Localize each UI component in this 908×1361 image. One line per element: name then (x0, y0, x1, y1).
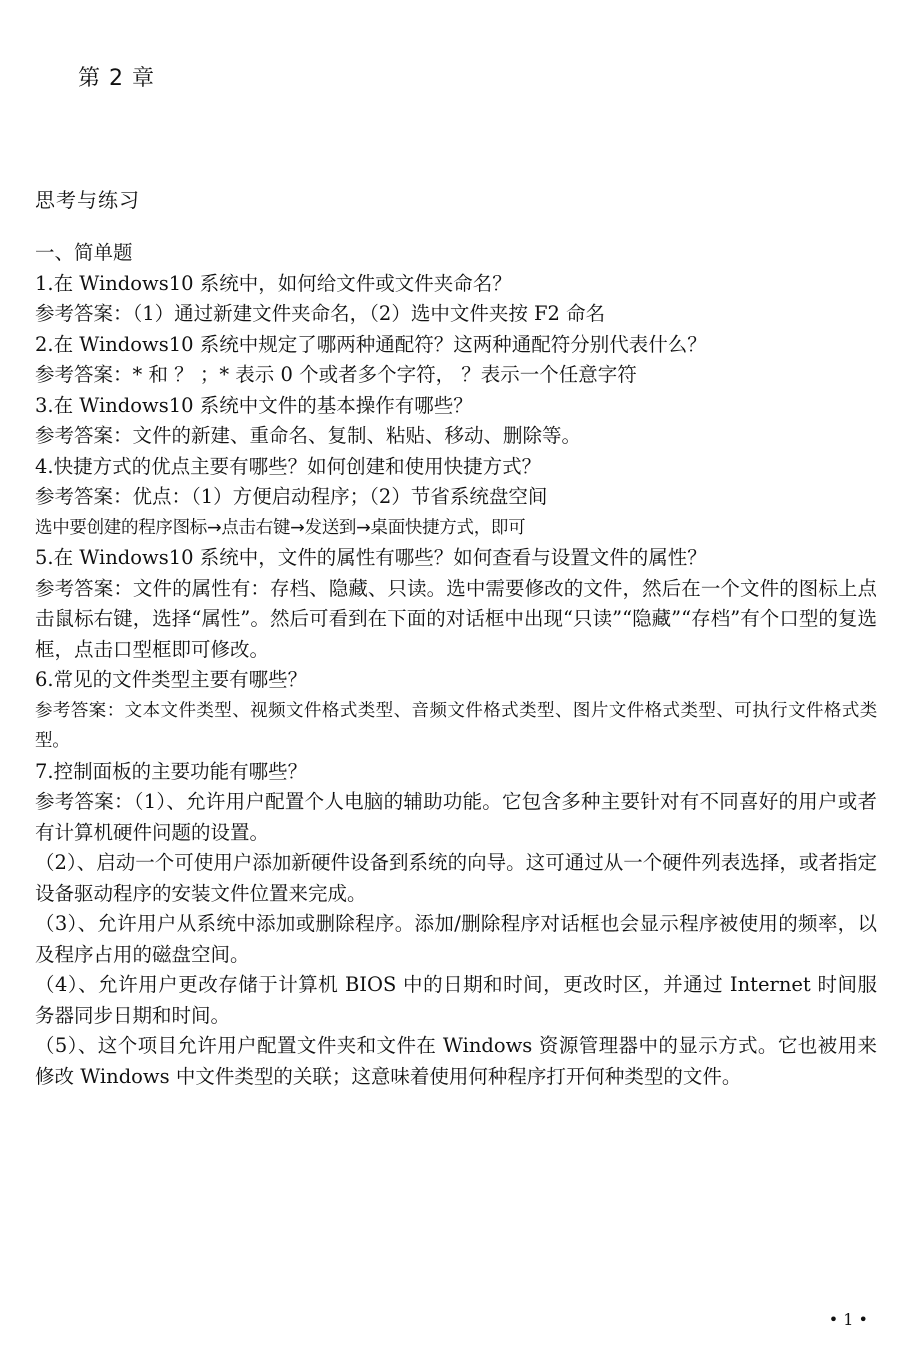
answer-5: 参考答案：文件的属性有：存档、隐藏、只读。选中需要修改的文件，然后在一个文件的图标上点击鼠标右键，选择“属性”。然后可看到在下面的对话框中出现“只读”“隐藏”“存档”有个口型的复选框，点击口型框即可修改。 (35, 576, 877, 661)
answer-7-item-2: （2）、启动一个可使用户添加新硬件设备到系统的向导。这可通过从一个硬件列表选择，或者指定设备驱动程序的安装文件位置来完成。 (35, 851, 877, 905)
answer-1: 参考答案：（1）通过新建文件夹命名，（2）选中文件夹按 F2 命名 (35, 302, 606, 325)
answer-7-item-4: （4）、允许用户更改存储于计算机 BIOS 中的日期和时间，更改时区，并通过 Internet 时间服务器同步日期和时间。 (35, 973, 877, 1027)
page-number: • 1 • (828, 1310, 868, 1329)
section-title: 思考与练习 (35, 188, 140, 212)
answer-2: 参考答案：* 和 ？ ；* 表示 0 个或者多个字符， ？表示一个任意字符 (35, 363, 637, 386)
question-1: 1.在 Windows10 系统中，如何给文件或文件夹命名？ (35, 271, 512, 295)
answer-4-extra: 选中要创建的程序图标→点击右键→发送到→桌面快捷方式，即可 (35, 517, 526, 538)
content-body (35, 238, 877, 1092)
question-6: 6.常见的文件类型主要有哪些？ (35, 668, 308, 691)
answer-4: 参考答案：优点：（1）方便启动程序；（2）节省系统盘空间 (35, 485, 548, 508)
answer-7-item-5: （5）、这个项目允许用户配置文件夹和文件在 Windows 资源管理器中的显示方式。它也被用来修改 Windows 中文件类型的关联；这意味着使用何种程序打开何种类型的文件。 (35, 1034, 877, 1088)
answer-7: 参考答案：（1）、允许用户配置个人电脑的辅助功能。它包含多种主要针对有不同喜好的用户或者有计算机硬件问题的设置。 (35, 790, 877, 844)
answer-3: 参考答案：文件的新建、重命名、复制、粘贴、移动、删除等。 (35, 424, 582, 447)
answer-7-item-3: （3）、允许用户从系统中添加或删除程序。添加/删除程序对话框也会显示程序被使用的频率，以及程序占用的磁盘空间。 (35, 912, 877, 966)
question-5: 5.在 Windows10 系统中，文件的属性有哪些？如何查看与设置文件的属性？ (35, 546, 707, 569)
question-3: 3.在 Windows10 系统中文件的基本操作有哪些？ (35, 393, 473, 417)
subsection-title: 一、简单题 (35, 241, 133, 264)
chapter-title: 第 2 章 (78, 66, 155, 91)
question-2: 2.在 Windows10 系统中规定了哪两种通配符？这两种通配符分别代表什么？ (35, 332, 707, 356)
question-4: 4.快捷方式的优点主要有哪些？如何创建和使用快捷方式？ (35, 454, 542, 478)
answer-6: 参考答案：文本文件类型、视频文件格式类型、音频文件格式类型、图片文件格式类型、可执行文件格式类型。 (35, 700, 877, 751)
question-7: 7.控制面板的主要功能有哪些？ (35, 759, 308, 783)
